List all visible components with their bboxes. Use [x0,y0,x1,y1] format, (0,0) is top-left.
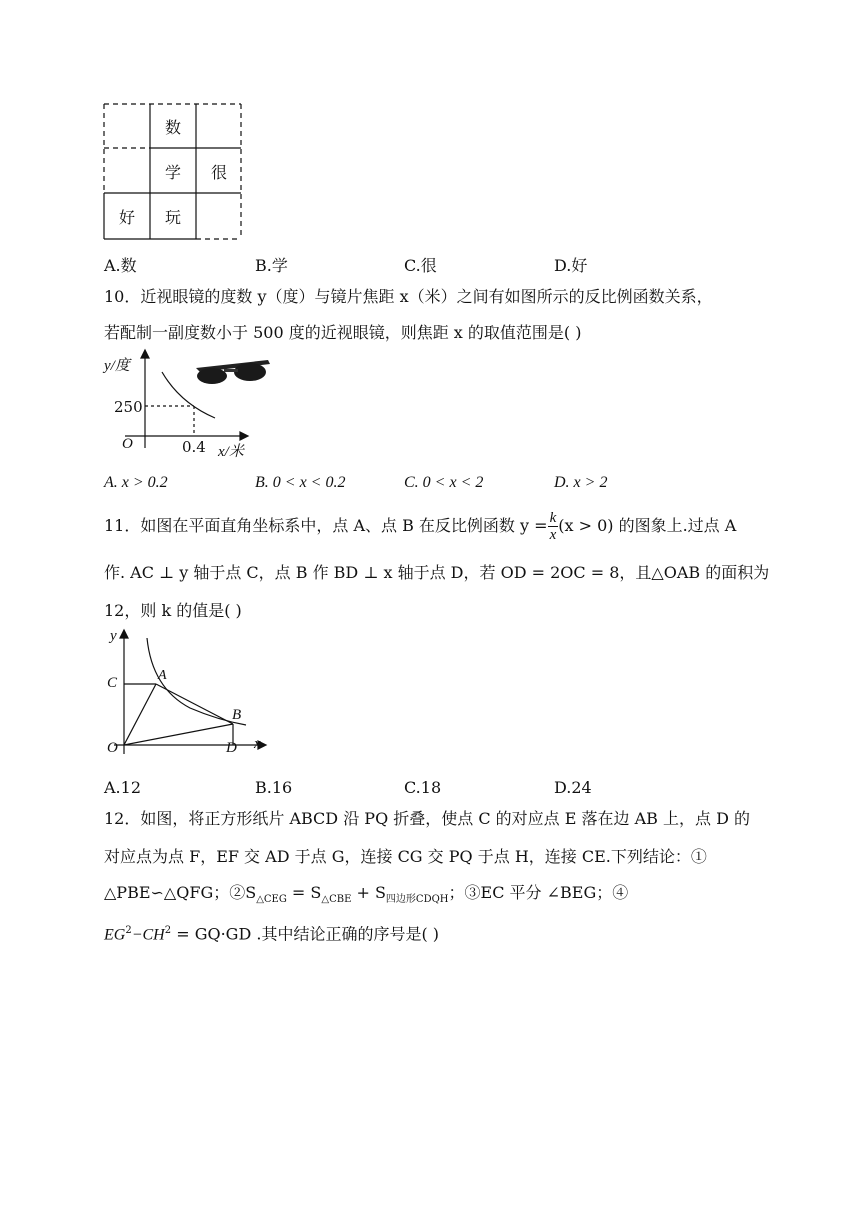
q12-line4-a: EG [104,926,126,944]
q12-question-line1: 12．如图，将正方形纸片 ABCD 沿 PQ 折叠，使点 C 的对应点 E 落在边 AB 上，点 D 的 [104,809,751,828]
q11-label-a: A [158,668,167,683]
grid-cell-hen: 很 [210,162,227,182]
q11-frac-num: k [549,510,557,526]
q11-frac-den: x [549,527,557,543]
q11-label-o: O [107,740,118,756]
q11-question-line1 [104,508,736,544]
q12-line4-b: −CH [131,926,165,944]
q12-line3-b: ；③EC 平分 ∠BEG；④ [448,883,629,902]
q10-option-d[interactable]: D. x > 2 [554,474,608,491]
q12-eq: = S [286,883,322,902]
q11-line1-post: (x > 0) 的图象上.过点 A [558,516,737,535]
q10-ytick: 250 [114,398,143,416]
q9-option-b[interactable]: B.学 [255,256,288,275]
q12-sub1: △CEG [256,894,287,906]
q11-option-b[interactable]: B.16 [255,778,293,797]
q9-grid-figure [103,103,243,241]
q12-sup2: 2 [164,925,172,936]
q11-label-d: D [226,740,237,756]
q11-label-y: y [110,628,117,644]
q12-plus: + S [351,883,386,902]
q10-question-line2: 若配制一副度数小于 500 度的近视眼镜，则焦距 x 的取值范围是( ) [104,323,582,342]
grid-cell-wan: 玩 [164,207,181,227]
q10-origin: O [122,436,133,452]
q12-sub2: △CBE [321,894,352,906]
q12-question-line4 [104,920,439,946]
q11-option-c[interactable]: C.18 [404,778,442,797]
q11-question-line3: 12，则 k 的值是( ) [104,601,242,620]
q10-figure [100,348,280,463]
q11-fraction [548,510,559,543]
q9-option-c[interactable]: C.很 [404,256,437,275]
q11-label-b: B [232,707,242,723]
q12-sup1: 2 [125,925,132,936]
q11-label-x: x [254,736,261,752]
grid-cell-xue: 学 [164,162,181,182]
q11-figure [100,628,270,762]
q12-line4-c: = GQ·GD .其中结论正确的序号是( ) [171,924,440,944]
q10-question-line1: 10．近视眼镜的度数 y（度）与镜片焦距 x（米）之间有如图所示的反比例函数关系， [104,287,713,306]
q11-question-line2: 作. AC ⊥ y 轴于点 C，点 B 作 BD ⊥ x 轴于点 D，若 OD = 2OC = 8，且△OAB 的面积为 [104,563,770,582]
sunglasses-icon [196,360,270,384]
q11-option-a[interactable]: A.12 [104,778,141,797]
q12-sub3: 四边形CDQH [385,894,449,906]
q9-option-d[interactable]: D.好 [554,256,588,275]
q10-xtick: 0.4 [182,438,206,456]
q11-option-d[interactable]: D.24 [554,778,592,797]
q12-question-line2: 对应点为点 F，EF 交 AD 于点 G，连接 CG 交 PQ 于点 H，连接 CE.下列结论：① [104,847,707,866]
q10-option-c[interactable]: C. 0 < x < 2 [404,474,484,491]
q10-option-b[interactable]: B. 0 < x < 0.2 [255,474,346,491]
q12-question-line3 [104,882,628,911]
q10-option-a[interactable]: A. x > 0.2 [104,474,168,491]
q11-line1-pre: 11．如图在平面直角坐标系中，点 A、点 B 在反比例函数 y = [104,516,548,535]
grid-cell-hao: 好 [118,207,135,227]
q9-option-a[interactable]: A.数 [104,256,137,275]
q12-line3-a: △PBE∽△QFG；②S [104,883,257,902]
q11-label-c: C [107,675,118,691]
q10-ylabel: y/度 [104,358,130,374]
q10-xlabel: x/米 [218,444,244,460]
grid-cell-shu: 数 [164,117,181,137]
